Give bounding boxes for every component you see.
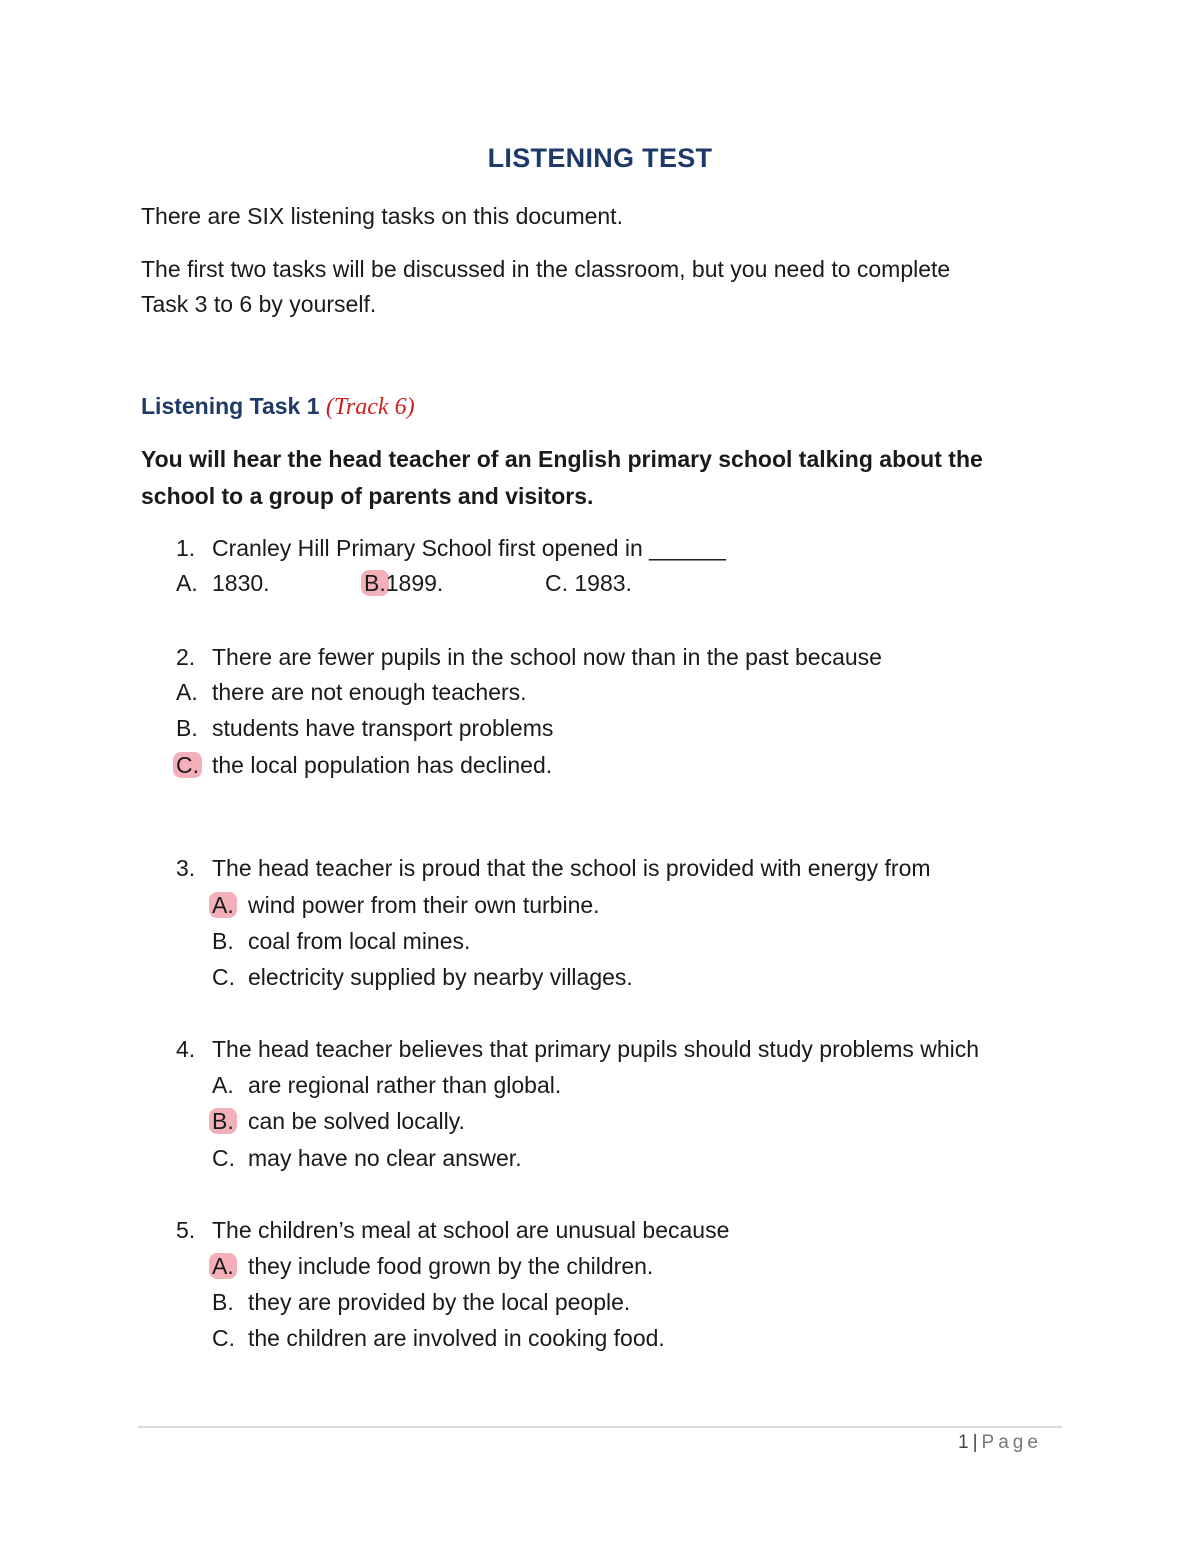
question-1: [176, 535, 726, 562]
question-5-option-b[interactable]: [212, 1289, 630, 1316]
option-text: can be solved locally.: [248, 1108, 465, 1134]
task-name: Listening Task 1: [141, 393, 320, 419]
option-label: B.: [176, 715, 198, 741]
question-number: 4.: [176, 1036, 196, 1062]
footer-separator: |: [972, 1432, 978, 1453]
option-text: wind power from their own turbine.: [248, 892, 600, 918]
question-1-option-b[interactable]: [364, 570, 443, 597]
option-text: electricity supplied by nearby villages.: [248, 964, 633, 990]
option-label-selected: B.: [209, 1108, 237, 1134]
option-label: B.: [212, 1289, 234, 1315]
intro-line-2a: The first two tasks will be discussed in the classroom, but you need to complete: [141, 256, 951, 282]
instruction-line-1: You will hear the head teacher of an English primary school talking about the: [141, 446, 983, 472]
question-number: 5.: [176, 1217, 196, 1243]
option-text: 1899.: [385, 570, 444, 596]
option-text: 1830.: [212, 570, 270, 596]
option-label: C.: [212, 1145, 235, 1171]
option-label: C.: [545, 570, 568, 596]
question-5-option-c[interactable]: [212, 1325, 665, 1352]
option-text: they include food grown by the children.: [248, 1253, 654, 1279]
question-5: [176, 1217, 729, 1244]
question-3-option-c[interactable]: [212, 964, 633, 991]
intro-line-2b: Task 3 to 6 by yourself.: [141, 291, 377, 317]
question-number: 3.: [176, 855, 196, 881]
option-text: are regional rather than global.: [248, 1072, 562, 1098]
option-text: the children are involved in cooking food.: [248, 1325, 665, 1351]
question-number: 2.: [176, 644, 196, 670]
intro-line-1: There are SIX listening tasks on this document.: [141, 203, 623, 229]
option-text: they are provided by the local people.: [248, 1289, 631, 1315]
footer-divider: [138, 1426, 1062, 1428]
option-text: there are not enough teachers.: [212, 679, 527, 705]
page-title: LISTENING TEST: [487, 143, 713, 173]
question-stem: There are fewer pupils in the school now than in the past because: [212, 644, 882, 670]
question-stem: The head teacher is proud that the school is provided with energy from: [212, 855, 931, 881]
question-stem: The children’s meal at school are unusual because: [212, 1217, 730, 1243]
question-4-option-a[interactable]: [212, 1072, 561, 1099]
question-4-option-b[interactable]: [212, 1108, 465, 1135]
option-label: A.: [176, 679, 198, 705]
option-label-selected: A.: [209, 1253, 237, 1279]
task-heading: [141, 393, 415, 421]
question-2-option-a[interactable]: [176, 679, 527, 706]
option-label-selected: C.: [173, 752, 202, 778]
option-text: students have transport problems: [212, 715, 554, 741]
question-stem: Cranley Hill Primary School first opened in ______: [212, 535, 726, 561]
option-label: C.: [212, 964, 235, 990]
page-number: 1: [958, 1432, 969, 1453]
option-label: A.: [176, 570, 198, 596]
question-3-option-b[interactable]: [212, 928, 470, 955]
question-2-option-c[interactable]: [176, 752, 552, 779]
option-label-selected: B.: [361, 570, 389, 596]
task-instruction: [141, 441, 1041, 515]
option-text: 1983.: [574, 570, 632, 596]
question-1-option-c[interactable]: [545, 570, 632, 597]
question-number: 1.: [176, 535, 196, 561]
question-stem: The head teacher believes that primary pupils should study problems which: [212, 1036, 980, 1062]
question-3: [176, 855, 931, 882]
question-5-option-a[interactable]: [212, 1253, 653, 1280]
option-label: C.: [212, 1325, 235, 1351]
question-3-option-a[interactable]: [212, 892, 600, 919]
question-1-option-a[interactable]: [176, 570, 270, 597]
instruction-line-2: school to a group of parents and visitors.: [141, 483, 594, 509]
track-label: (Track 6): [325, 394, 415, 420]
option-label: A.: [212, 1072, 234, 1098]
question-4-option-c[interactable]: [212, 1145, 522, 1172]
option-text: coal from local mines.: [248, 928, 471, 954]
question-2: [176, 644, 882, 671]
page-footer: [958, 1432, 1042, 1454]
option-text: may have no clear answer.: [248, 1145, 522, 1171]
question-2-option-b[interactable]: [176, 715, 553, 742]
option-label: B.: [212, 928, 234, 954]
page-word: Page: [981, 1432, 1042, 1453]
question-4: [176, 1036, 979, 1063]
option-label-selected: A.: [209, 892, 237, 918]
option-text: the local population has declined.: [212, 752, 553, 778]
